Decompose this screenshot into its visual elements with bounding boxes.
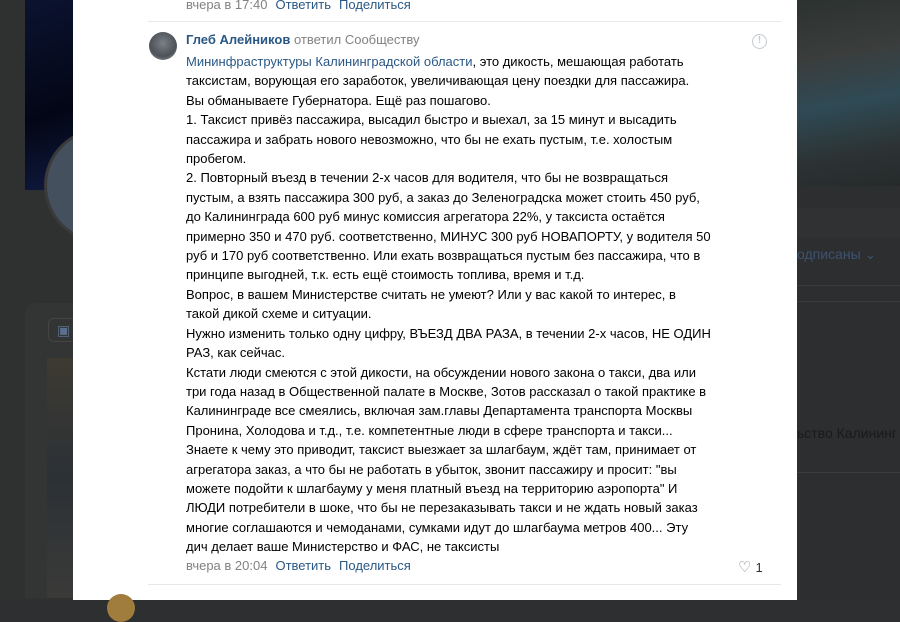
like-button[interactable] [738, 558, 763, 576]
comment-line [186, 52, 711, 71]
like-count: 1 [755, 560, 763, 575]
share-link[interactable]: Поделиться [339, 558, 411, 573]
divider [148, 21, 781, 22]
comment-line [186, 498, 711, 517]
comment-line [186, 149, 711, 168]
comment-line-text: пустым, а взять пассажира 300 руб, а заказ до Зеленоградска может стоить 450 руб, [186, 189, 700, 205]
comment-line [186, 91, 711, 110]
next-comment-avatar[interactable] [107, 594, 135, 622]
image-icon: ▣ [48, 318, 73, 342]
comment-line [186, 518, 711, 537]
author-avatar[interactable] [149, 32, 177, 60]
comment-line-text: Вопрос, в вашем Министерстве считать не умеют? Или у вас какой то интерес, в [186, 286, 676, 302]
comment-line [186, 246, 711, 265]
comment-time[interactable]: вчера в 20:04 [186, 558, 268, 573]
comment-line-text: принципе выгодней, т.к. есть ещё стоимость топлива, время и т.д. [186, 267, 585, 283]
comment-line [186, 343, 711, 362]
comment-time[interactable]: вчера в 17:40 [186, 0, 268, 12]
comment-line [186, 363, 711, 382]
comment-line-text: РАЗ, как сейчас. [186, 345, 286, 361]
comment-line-text: ЛЮДИ потребители в шоке, что бы не перезаказывать такси и не ждать новый заказ [186, 500, 698, 516]
comment-meta [186, 558, 411, 573]
comment-line-text: руб и 170 руб соответственно. Или ехать возвращаться пустым без пассажира, что в [186, 248, 701, 264]
comment-line [186, 382, 711, 401]
subscribed-dropdown[interactable] [797, 246, 876, 263]
reply-link[interactable]: Ответить [275, 558, 332, 573]
divider [148, 584, 781, 585]
comment-line-text: такой дикой схеме и ситуации. [186, 306, 372, 322]
comment-line [186, 130, 711, 149]
comment-line [186, 285, 711, 304]
comment-line [186, 324, 711, 343]
comment-line [186, 304, 711, 323]
right-tab-bar [797, 208, 900, 238]
comment-line-text: Знаете к чему это приводит, таксист выезжает за шлагбаум, ждёт там, принимает от [186, 442, 697, 458]
prev-comment-meta [186, 0, 411, 12]
comment-line [186, 401, 711, 420]
comment-text [186, 52, 711, 557]
report-icon[interactable]: ! [752, 34, 767, 49]
comment-line [186, 207, 711, 226]
divider [797, 472, 900, 473]
comment-line-text: Пронина, Холодова и т.д., т.е. компетентные люди в сфере транспорта и такси... [186, 422, 673, 438]
comment-line-text: пробегом. [186, 151, 247, 167]
comment-line-text: Нужно изменить только одну цифру, ВЪЕЗД ДВА РАЗА, в течении 2-х часов, НЕ ОДИН [186, 325, 711, 341]
comment-line [186, 168, 711, 187]
author-name[interactable]: Глеб Алейников [186, 32, 291, 47]
comment-line [186, 188, 711, 207]
comment-line-text: три года назад в Общественной палате в Москве, Зотов рассказал о такой практике в [186, 383, 707, 399]
comment-line-text: Вы обманываете Губернатора. Ещё раз пошагово. [186, 92, 491, 108]
photo-thumbnail [47, 358, 73, 598]
heart-icon: ♡ [738, 559, 752, 576]
comment-line [186, 71, 711, 90]
comment-line [186, 110, 711, 129]
comment-line-text: пассажира и забрать нового невозможно, что бы не ехать пустым, т.е. холостым [186, 131, 673, 147]
reply-action: ответил Сообществу [293, 32, 420, 47]
share-link[interactable]: Поделиться [339, 0, 411, 12]
comment-line [186, 227, 711, 246]
community-mention-link[interactable]: Мининфраструктуры Калининградской области [186, 54, 473, 69]
comment-line-text: многие соглашаются и чемоданами, сумками идут до шлагбаума метров 400... Эту [186, 519, 689, 535]
divider [797, 285, 900, 286]
comment-line [186, 440, 711, 459]
comment-line [186, 265, 711, 284]
comment-line-text: таксистам, ворующая его заработок, увеличивающая цену поездки для пассажира. [186, 73, 690, 89]
subscribed-label: одписаны [797, 246, 861, 262]
comment-line-text: примерно 350 и 470 руб. соответственно, МИНУС 300 руб НОВАПОРТУ, у водителя 50 [186, 228, 711, 244]
comment-line-text: агрегатора заказ, а что бы не работать в убыток, звонит пассажиру и просит: "вы [186, 461, 677, 477]
comment-line-text: до Калининграда 600 руб минус комиссия агрегатора 22%, у таксиста остаётся [186, 209, 665, 225]
comment-line [186, 537, 711, 556]
comment-line-text: Калининграде все смеялись, включая зам.главы Департамента транспорта Москвы [186, 403, 693, 419]
comment-line-text: можете подойти к шлагбауму у меня платный въезд на территорию аэропорта" И [186, 480, 678, 496]
community-cover [797, 0, 900, 186]
community-name[interactable]: ьство Калининг [797, 425, 897, 441]
comment-line-text: 1. Таксист привёз пассажира, высадил быстро и выехал, за 15 минут и высадить [186, 112, 677, 128]
comment-line [186, 479, 711, 498]
comment-line [186, 460, 711, 479]
comment-header [186, 32, 419, 47]
comment-line-text: , это дикость, мешающая работать [472, 54, 684, 69]
divider [797, 301, 900, 302]
reply-link[interactable]: Ответить [275, 0, 332, 12]
comment-line-text: дич делает ваше Министерство и ФАС, не таксисты [186, 539, 500, 555]
comment-line [186, 421, 711, 440]
comment-line-text: Кстати люди смеются с этой дикости, на обсуждении нового закона о такси, два или [186, 364, 696, 380]
chevron-down-icon: ⌄ [864, 246, 877, 262]
comment-line-text: 2. Повторный въезд в течении 2-х часов для водителя, что бы не возвращаться [186, 170, 668, 186]
